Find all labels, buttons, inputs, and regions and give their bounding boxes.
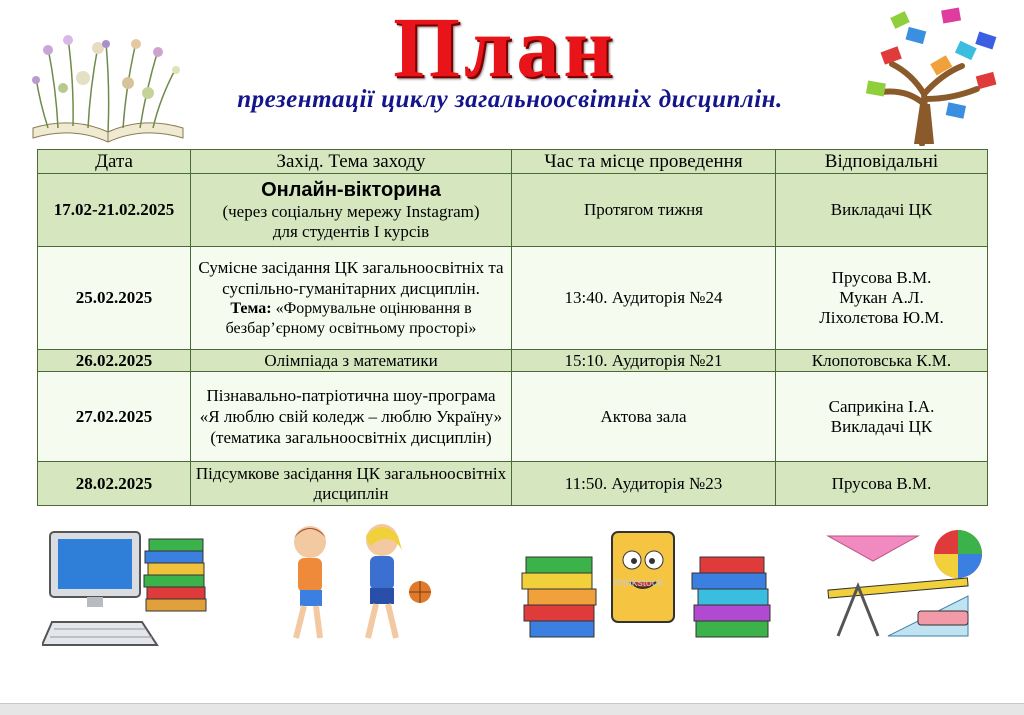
responsible-person: Ліхолєтова Ю.М. bbox=[819, 308, 944, 327]
window-status-bar bbox=[0, 703, 1024, 715]
date-cell: 25.02.2025 bbox=[38, 247, 191, 350]
responsible-cell bbox=[776, 350, 988, 372]
table-header-row bbox=[38, 150, 988, 174]
event-cell bbox=[191, 174, 512, 247]
time-place-cell: 15:10. Аудиторія №21 bbox=[512, 350, 776, 372]
responsible-person: Викладачі ЦК bbox=[830, 200, 933, 219]
topic-text: «Формувальне оцінювання в безбар’єрному освітньому просторі» bbox=[225, 300, 477, 337]
responsible-cell bbox=[776, 247, 988, 350]
time-place-cell: Актова зала bbox=[512, 372, 776, 462]
books-mascot-illustration bbox=[514, 520, 782, 646]
flowers-book-illustration bbox=[28, 28, 188, 146]
date-cell: 27.02.2025 bbox=[38, 372, 191, 462]
event-title: Онлайн-вікторина bbox=[261, 179, 441, 201]
computer-books-illustration bbox=[42, 527, 212, 647]
table-row bbox=[38, 462, 988, 506]
time-place-cell: 11:50. Аудиторія №23 bbox=[512, 462, 776, 506]
table-row bbox=[38, 174, 988, 247]
event-text: Сумісне засідання ЦК загальноосвітніх та суспільно-гуманітарних дисциплін. bbox=[198, 258, 504, 298]
plan-table bbox=[37, 149, 988, 506]
responsible-person: Саприкіна І.А. bbox=[828, 396, 935, 416]
table-row bbox=[38, 372, 988, 462]
responsible-cell bbox=[776, 462, 988, 506]
date-cell: 17.02-21.02.2025 bbox=[38, 174, 191, 247]
responsible-cell bbox=[776, 174, 988, 247]
date-cell: 28.02.2025 bbox=[38, 462, 191, 506]
page-title: План bbox=[393, 0, 617, 95]
event-cell: Підсумкове засідання ЦК загальноосвітніх дисциплін bbox=[191, 462, 512, 506]
responsible-person: Прусова В.М. bbox=[831, 473, 932, 493]
event-cell: Пізнавально-патріотична шоу-програма «Я люблю свій коледж – люблю Україну» (тематика загальноосвітніх дисциплін) bbox=[191, 372, 512, 462]
table-row bbox=[38, 350, 988, 372]
time-place-cell: 13:40. Аудиторія №24 bbox=[512, 247, 776, 350]
column-header-event: Захід. Тема заходу bbox=[191, 150, 512, 174]
column-header-date: Дата bbox=[38, 150, 191, 174]
date-cell: 26.02.2025 bbox=[38, 350, 191, 372]
math-tools-illustration bbox=[818, 526, 988, 644]
responsible-cell bbox=[776, 372, 988, 462]
time-place-cell: Протягом тижня bbox=[512, 174, 776, 247]
topic-label: Тема: bbox=[230, 300, 272, 317]
event-cell bbox=[191, 247, 512, 350]
responsible-person: Мукан А.Л. bbox=[839, 288, 924, 307]
event-line: для студентів І курсів bbox=[272, 222, 430, 241]
column-header-time-place: Час та місце проведення bbox=[512, 150, 776, 174]
kids-basketball-illustration bbox=[270, 520, 440, 650]
page-subtitle: презентації циклу загальноосвітніх дисциплін. bbox=[237, 86, 783, 113]
event-cell: Олімпіада з математики bbox=[191, 350, 512, 372]
responsible-person: Клопотовська К.М. bbox=[811, 350, 952, 370]
responsible-person: Викладачі ЦК bbox=[830, 416, 933, 436]
watermark-text: thinkstock bbox=[614, 577, 663, 589]
event-line: (через соціальну мережу Instagram) bbox=[222, 202, 480, 221]
table-row bbox=[38, 247, 988, 350]
responsible-person: Прусова В.М. bbox=[831, 268, 932, 287]
book-tree-illustration bbox=[852, 4, 1010, 146]
column-header-responsible: Відповідальні bbox=[776, 150, 988, 174]
